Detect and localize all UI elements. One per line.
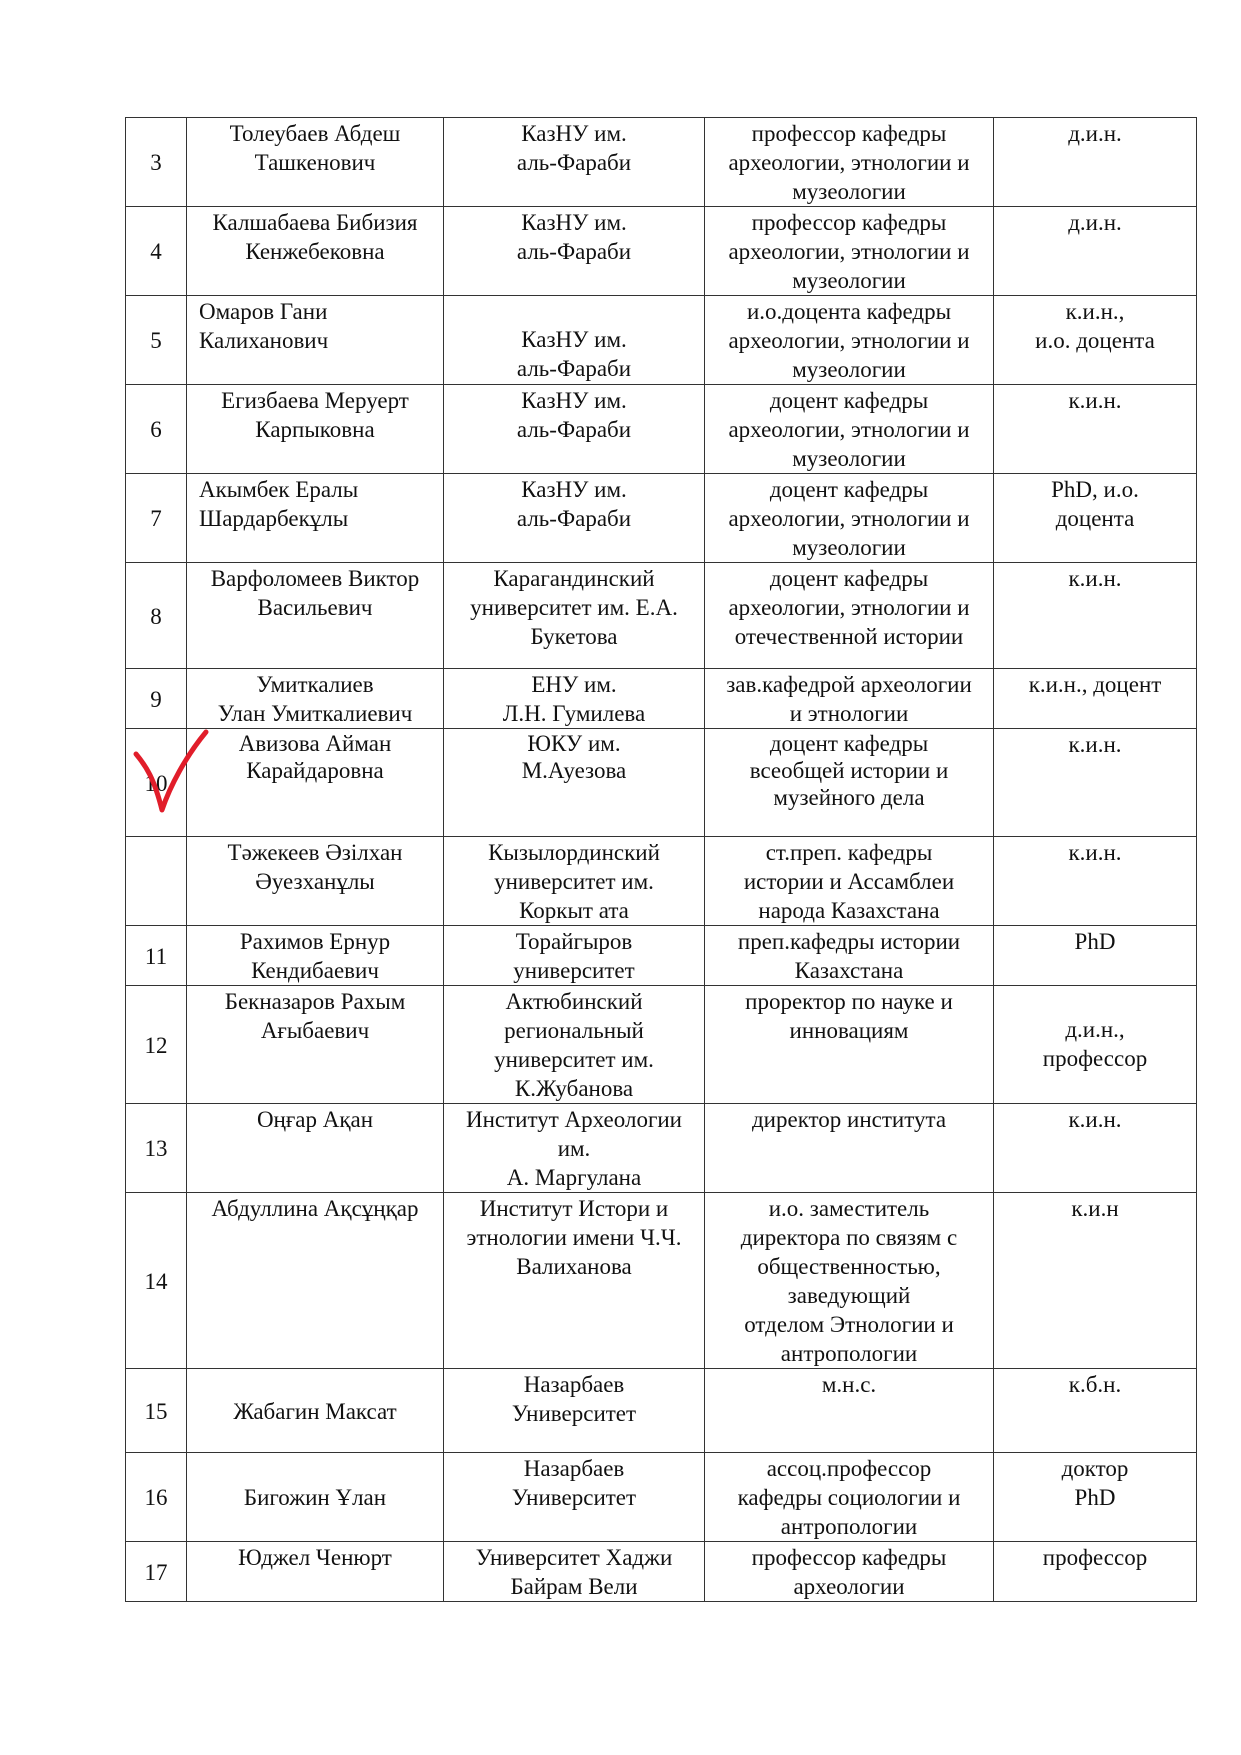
table-row <box>126 1104 1197 1193</box>
position-line: отечественной истории <box>734 624 964 649</box>
position-line: и этнологии <box>789 701 909 726</box>
org-line: Институт Истори и <box>479 1196 669 1221</box>
cell-degree <box>994 926 1197 986</box>
cell-org <box>444 1453 705 1542</box>
org-line: университет им. <box>494 869 654 894</box>
position-line: и.о.доцента кафедры <box>746 299 952 324</box>
org-line: Валиханова <box>516 1254 632 1279</box>
position-line: преп.кафедры истории <box>737 929 961 954</box>
org-line: ЮКУ им. <box>527 731 621 756</box>
position-line: профессор кафедры <box>751 121 947 146</box>
position-line: музейного дела <box>773 785 925 810</box>
position-line: директор института <box>751 1107 947 1132</box>
org-line: Карагандинский <box>493 566 655 591</box>
name-line: Варфоломеев Виктор <box>210 566 420 591</box>
degree-line: к.и.н. <box>1068 566 1122 591</box>
table-body <box>126 118 1197 1602</box>
degree-line: к.и.н. <box>1068 388 1122 413</box>
org-line: Байрам Вели <box>510 1574 638 1599</box>
position-line: кафедры социологии и <box>737 1485 961 1510</box>
degree-line: к.и.н <box>1071 1196 1119 1221</box>
name-line: Ташкенович <box>254 150 376 175</box>
org-line: этнологии имени Ч.Ч. <box>466 1225 682 1250</box>
cell-degree <box>994 118 1197 207</box>
org-line: аль-Фараби <box>516 150 632 175</box>
cell-num: 16 <box>126 1453 187 1542</box>
cell-degree <box>994 1369 1197 1453</box>
cell-degree <box>994 207 1197 296</box>
degree-line: к.и.н. <box>1068 732 1122 757</box>
name-line: Умиткалиев <box>256 672 374 697</box>
cell-name <box>187 118 444 207</box>
cell-org <box>444 1193 705 1369</box>
degree-line: и.о. доцента <box>1035 328 1155 353</box>
org-line: аль-Фараби <box>516 417 632 442</box>
cell-name <box>187 1369 444 1453</box>
cell-num: 9 <box>126 669 187 729</box>
cell-position <box>705 837 994 926</box>
org-line: Коркыт ата <box>519 898 629 923</box>
cell-org <box>444 563 705 669</box>
org-line: Торайгыров <box>515 929 633 954</box>
cell-org <box>444 837 705 926</box>
cell-org <box>444 1369 705 1453</box>
table-row <box>126 474 1197 563</box>
cell-position <box>705 207 994 296</box>
position-line: ст.преп. кафедры <box>765 840 933 865</box>
org-line: КазНУ им. <box>521 327 627 352</box>
name-line: Кенжебековна <box>245 239 385 264</box>
table-row <box>126 837 1197 926</box>
cell-num <box>126 837 187 926</box>
position-line: истории и Ассамблеи <box>743 869 955 894</box>
degree-line: доцента <box>1055 506 1135 531</box>
table-row <box>126 1542 1197 1602</box>
cell-num: 8 <box>126 563 187 669</box>
name-line: Акымбек Ералы <box>199 477 359 502</box>
cell-num: 13 <box>126 1104 187 1193</box>
cell-degree <box>994 296 1197 385</box>
cell-name <box>187 563 444 669</box>
cell-degree <box>994 986 1197 1104</box>
position-line: доцент кафедры <box>769 566 929 591</box>
cell-name <box>187 1104 444 1193</box>
position-line: музеологии <box>792 535 906 560</box>
cell-position <box>705 926 994 986</box>
cell-org <box>444 296 705 385</box>
table-row <box>126 1193 1197 1369</box>
cell-name <box>187 296 444 385</box>
org-line: КазНУ им. <box>521 388 627 413</box>
position-line: народа Казахстана <box>758 898 940 923</box>
cell-name <box>187 729 444 837</box>
name-line: Омаров Гани <box>199 299 328 324</box>
name-line: Кендибаевич <box>251 958 379 983</box>
cell-name <box>187 837 444 926</box>
cell-num: 3 <box>126 118 187 207</box>
position-line: отделом Этнологии и <box>744 1312 954 1337</box>
degree-line: к.и.н. <box>1068 840 1122 865</box>
cell-degree <box>994 1542 1197 1602</box>
name-line: Бекназаров Рахым <box>224 989 406 1014</box>
position-line: доцент кафедры <box>769 477 929 502</box>
cell-org <box>444 118 705 207</box>
degree-line: доктор <box>1061 1456 1129 1481</box>
position-line: археологии, этнологии и <box>728 417 970 442</box>
position-line: доцент кафедры <box>769 731 929 756</box>
org-line: Институт Археологии <box>465 1107 682 1132</box>
degree-line: к.б.н. <box>1068 1372 1122 1397</box>
cell-position <box>705 1193 994 1369</box>
table-row <box>126 563 1197 669</box>
position-line: археологии <box>793 1574 905 1599</box>
position-line: археологии, этнологии и <box>728 150 970 175</box>
cell-num: 5 <box>126 296 187 385</box>
position-line: и.о. заместитель <box>768 1196 930 1221</box>
position-line: ассоц.профессор <box>766 1456 932 1481</box>
org-line: Университет <box>511 1485 637 1510</box>
cell-name <box>187 385 444 474</box>
position-line: заведующий <box>787 1283 911 1308</box>
cell-num: 4 <box>126 207 187 296</box>
cell-degree <box>994 474 1197 563</box>
name-line: Юджел Ченюрт <box>238 1545 392 1570</box>
degree-line: д.и.н., <box>1065 1017 1125 1042</box>
position-line: директора по связям с <box>740 1225 958 1250</box>
cell-degree <box>994 563 1197 669</box>
position-line: проректор по науке и <box>745 989 953 1014</box>
degree-line: д.и.н. <box>1068 210 1122 235</box>
name-line: Карпыковна <box>255 417 375 442</box>
cell-num: 12 <box>126 986 187 1104</box>
cell-num: 15 <box>126 1369 187 1453</box>
cell-org <box>444 669 705 729</box>
cell-name <box>187 1542 444 1602</box>
degree-line: профессор <box>1042 1545 1148 1570</box>
org-line: М.Ауезова <box>521 758 627 783</box>
cell-degree <box>994 669 1197 729</box>
cell-name <box>187 669 444 729</box>
org-line: Назарбаев <box>523 1456 625 1481</box>
org-line: аль-Фараби <box>516 356 632 381</box>
table-row <box>126 729 1197 837</box>
table-row <box>126 669 1197 729</box>
org-line: Л.Н. Гумилева <box>502 701 646 726</box>
cell-position <box>705 296 994 385</box>
name-line: Калиханович <box>199 328 329 353</box>
position-line: зав.кафедрой археологии <box>726 672 972 697</box>
cell-org <box>444 729 705 837</box>
table-row <box>126 385 1197 474</box>
table-row <box>126 926 1197 986</box>
table-row <box>126 1369 1197 1453</box>
org-line: К.Жубанова <box>514 1076 634 1101</box>
table-row <box>126 296 1197 385</box>
cell-position <box>705 729 994 837</box>
cell-degree <box>994 385 1197 474</box>
org-line: Назарбаев <box>523 1372 625 1397</box>
table-row <box>126 118 1197 207</box>
name-line: Рахимов Ернур <box>239 929 391 954</box>
name-line: Жабагин Максат <box>233 1398 397 1424</box>
cell-position <box>705 986 994 1104</box>
position-line: антропологии <box>780 1341 918 1366</box>
org-line: университет <box>513 958 635 983</box>
cell-position <box>705 563 994 669</box>
cell-name <box>187 474 444 563</box>
degree-line: д.и.н. <box>1068 121 1122 146</box>
cell-degree <box>994 1193 1197 1369</box>
cell-position <box>705 669 994 729</box>
degree-line: к.и.н., <box>1065 299 1125 324</box>
org-line: ЕНУ им. <box>531 672 617 697</box>
org-line: университет им. Е.А. <box>470 595 678 620</box>
cell-position <box>705 1369 994 1453</box>
position-line: антропологии <box>780 1514 918 1539</box>
org-line: КазНУ им. <box>521 121 627 146</box>
name-line: Карайдаровна <box>246 758 384 783</box>
name-line: Оңғар Ақан <box>256 1107 374 1132</box>
cell-degree <box>994 1453 1197 1542</box>
name-line: Ағыбаевич <box>260 1018 370 1043</box>
degree-line: к.и.н., доцент <box>1028 672 1162 697</box>
position-line: Казахстана <box>794 958 904 983</box>
degree-line: PhD <box>1074 929 1116 954</box>
name-line: Улан Умиткалиевич <box>217 701 413 726</box>
name-line: Әуезханұлы <box>255 869 375 894</box>
position-line: археологии, этнологии и <box>728 328 970 353</box>
name-line: Егизбаева Меруерт <box>221 388 409 413</box>
org-line: КазНУ им. <box>521 477 627 502</box>
cell-name <box>187 986 444 1104</box>
org-line: КазНУ им. <box>521 210 627 235</box>
cell-num: 7 <box>126 474 187 563</box>
cell-num: 17 <box>126 1542 187 1602</box>
cell-name <box>187 1193 444 1369</box>
cell-num: 10 <box>126 729 187 837</box>
cell-num: 14 <box>126 1193 187 1369</box>
cell-position <box>705 1104 994 1193</box>
cell-org <box>444 986 705 1104</box>
cell-num: 6 <box>126 385 187 474</box>
table-row <box>126 1453 1197 1542</box>
name-line: Толеубаев Абдеш <box>229 121 401 146</box>
cell-position <box>705 118 994 207</box>
org-line: аль-Фараби <box>516 506 632 531</box>
cell-degree <box>994 1104 1197 1193</box>
table-row <box>126 986 1197 1104</box>
cell-name <box>187 926 444 986</box>
name-line: Васильевич <box>257 595 373 620</box>
position-line: м.н.с. <box>821 1372 877 1397</box>
position-line: инновациям <box>789 1018 909 1043</box>
name-line: Калшабаева Бибизия <box>212 210 418 235</box>
cell-name <box>187 207 444 296</box>
name-line: Авизова Айман <box>238 731 392 756</box>
position-line: музеологии <box>792 179 906 204</box>
cell-org <box>444 1542 705 1602</box>
cell-position <box>705 1542 994 1602</box>
name-line: Абдуллина Ақсұңқар <box>211 1196 419 1221</box>
cell-degree <box>994 837 1197 926</box>
position-line: профессор кафедры <box>751 1545 947 1570</box>
org-line: Актюбинский <box>505 989 643 1014</box>
cell-position <box>705 1453 994 1542</box>
org-line: Университет <box>511 1401 637 1426</box>
position-line: музеологии <box>792 357 906 382</box>
cell-num: 11 <box>126 926 187 986</box>
degree-line: PhD <box>1074 1485 1116 1510</box>
org-line: А. Маргулана <box>506 1165 642 1190</box>
cell-position <box>705 474 994 563</box>
cell-org <box>444 1104 705 1193</box>
org-line: региональный <box>504 1018 644 1043</box>
degree-line: PhD, и.о. <box>1051 477 1139 502</box>
org-line: аль-Фараби <box>516 239 632 264</box>
cell-org <box>444 207 705 296</box>
name-line: Бигожин Ұлан <box>243 1485 387 1510</box>
org-line: Букетова <box>530 624 618 649</box>
staff-table <box>125 117 1197 1602</box>
cell-org <box>444 926 705 986</box>
position-line: музеологии <box>792 446 906 471</box>
cell-degree <box>994 729 1197 837</box>
position-line: общественностью, <box>757 1254 941 1279</box>
org-line: Кызылординский <box>488 840 660 865</box>
cell-name <box>187 1453 444 1542</box>
cell-org <box>444 474 705 563</box>
position-line: всеобщей истории и <box>749 758 949 783</box>
org-line: им. <box>557 1136 591 1161</box>
name-line: Тәжекеев Әзілхан <box>227 840 403 865</box>
position-line: музеологии <box>792 268 906 293</box>
cell-position <box>705 385 994 474</box>
name-line: Шардарбекұлы <box>199 506 349 531</box>
degree-line: профессор <box>1042 1046 1148 1071</box>
degree-line: к.и.н. <box>1068 1107 1122 1132</box>
position-line: археологии, этнологии и <box>728 595 970 620</box>
position-line: доцент кафедры <box>769 388 929 413</box>
table-row <box>126 207 1197 296</box>
org-line: Университет Хаджи <box>475 1545 673 1570</box>
position-line: археологии, этнологии и <box>728 506 970 531</box>
position-line: профессор кафедры <box>751 210 947 235</box>
cell-org <box>444 385 705 474</box>
position-line: археологии, этнологии и <box>728 239 970 264</box>
org-line: университет им. <box>494 1047 654 1072</box>
